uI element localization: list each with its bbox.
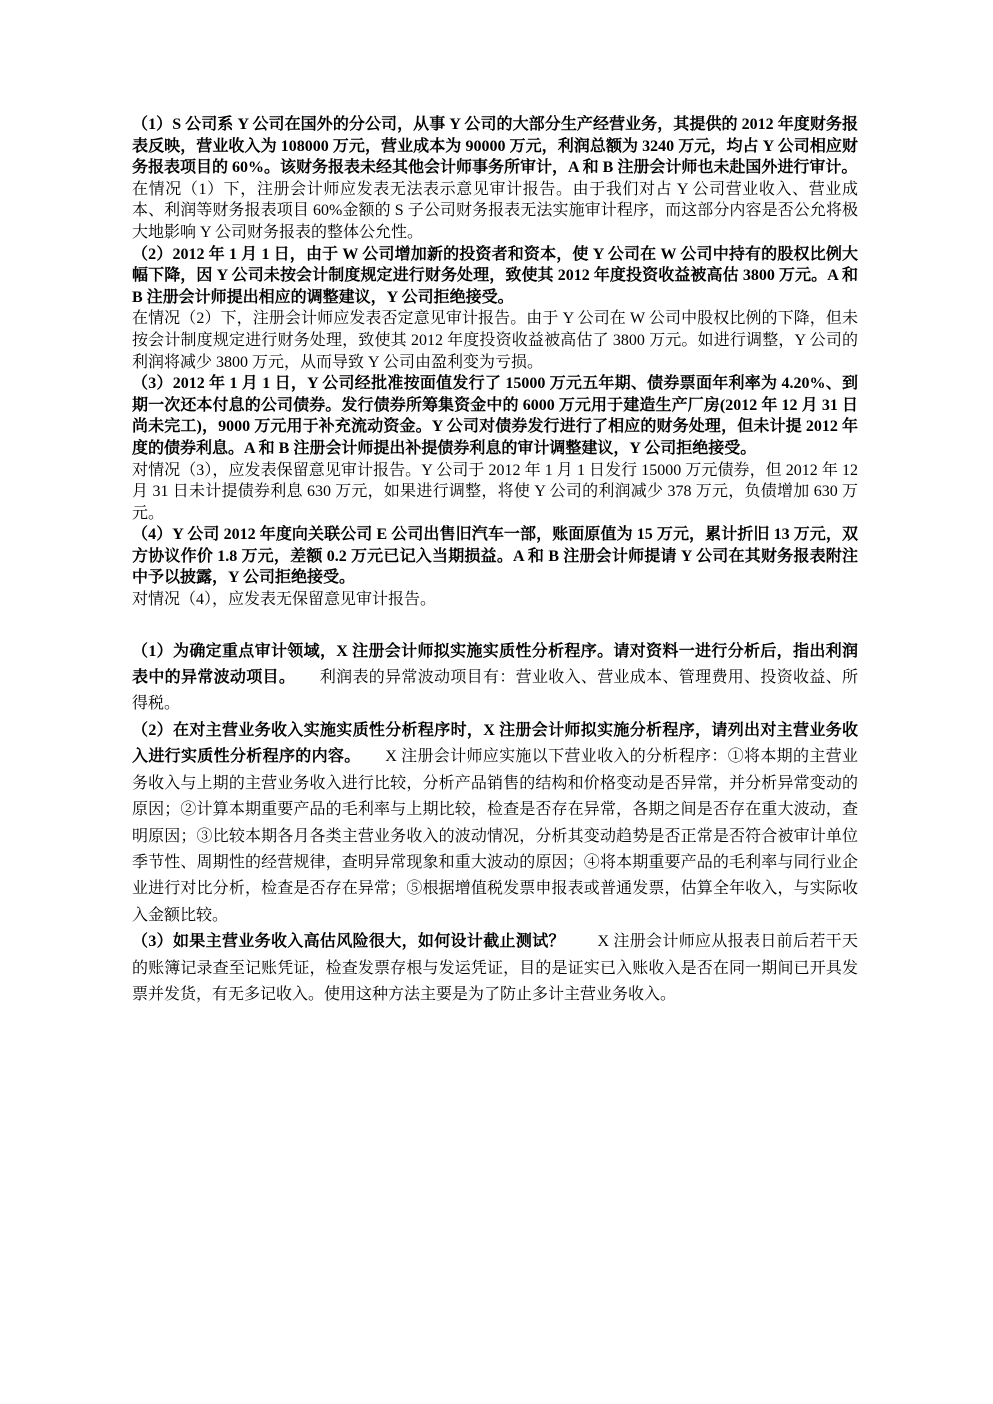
scenario-1-answer-paragraph: 在情况（1）下，注册会计师应发表无法表示意见审计报告。由于我们对占 Y 公司营业收入、营业成本、利润等财务报表项目 60%金额的 S 子公司财务报表无法实施审计程序，而这部分内容是否公允将极大地影响 Y 公司财务报表的整体公允性。: [132, 180, 858, 241]
question-answer-2-paragraph: [132, 718, 858, 929]
question-answer-3-paragraph: [132, 929, 858, 1008]
scenario-4-paragraph: （4）Y 公司 2012 年度向关联公司 E 公司出售旧汽车一部，账面原值为 15 万元，累计折旧 13 万元，双方协议作价 1.8 万元，差额 0.2 万元已记入当期损益。A 和 B 注册会计师提请 Y 公司在其财务报表附注中予以披露，Y 公司拒绝接受。: [132, 526, 858, 587]
question-1-text: （1）为确定重点审计领域，X 注册会计师拟实施实质性分析程序。请对资料一进行分析后，指出利润表中的异常波动项目。: [132, 642, 858, 687]
answer-3-text: X 注册会计师应从报表日前后若干天的账簿记录查至记账凭证，检查发票存根与发运凭证，目的是证实已入账收入是否在同一期间已开具发票并发货，有无多记收入。使用这种方法主要是为了防止多计主营业务收入。: [132, 933, 858, 1003]
section-divider-space: [132, 611, 858, 639]
scenario-4-answer-paragraph: 对情况（4），应发表无保留意见审计报告。: [132, 591, 437, 609]
scenario-3-answer-paragraph: 对情况（3），应发表保留意见审计报告。Y 公司于 2012 年 1 月 1 日发行 15000 万元债券，但 2012 年 12 月 31 日未计提债券利息 630 万元，如果进行调整，将使 Y 公司的利润减少 378 万元，负债增加 630 万元。: [132, 461, 858, 522]
scenario-2-answer-paragraph: 在情况（2）下，注册会计师应发表否定意见审计报告。由于 Y 公司在 W 公司中股权比例的下降，但未按会计制度规定进行财务处理，致使其 2012 年度投资收益被高估了 3800 万元。如进行调整，Y 公司的利润将减少 3800 万元，从而导致 Y 公司由盈利变为亏损。: [132, 310, 858, 371]
question-2-text: （2）在对主营业务收入实施实质性分析程序时，X 注册会计师拟实施分析程序，请列出对主营业务收入进行实质性分析程序的内容。: [132, 721, 858, 766]
scenario-3-paragraph: （3）2012 年 1 月 1 日，Y 公司经批准按面值发行了 15000 万元五年期、债券票面年利率为 4.20%、到期一次还本付息的公司债券。发行债券所筹集资金中的 6000 万元用于建造生产厂房(2012 年 12 月 31 日尚未完工)，9000 万元用于补充流动资金。Y 公司对债券发行进行了相应的财务处理，但未计提 2012 年度的债券利息。A 和 B 注册会计师提出补提债券利息的审计调整建议，Y 公司拒绝接受。: [132, 375, 858, 457]
scenario-1-paragraph: （1）S 公司系 Y 公司在国外的分公司，从事 Y 公司的大部分生产经营业务，其提供的 2012 年度财务报表反映，营业收入为 108000 万元，营业成本为 90000 万元，利润总额为 3240 万元，均占 Y 公司相应财务报表项目的 60%。该财务报表未经其他会计师事务所审计，A 和 B 注册会计师也未赴国外进行审计。: [132, 116, 858, 177]
question-3-text: （3）如果主营业务收入高估风险很大，如何设计截止测试？: [132, 933, 565, 951]
questions-section: [132, 639, 858, 1009]
material-analysis-section: [132, 114, 858, 611]
answer-2-text: X 注册会计师应实施以下营业收入的分析程序：①将本期的主营业务收入与上期的主营业务收入进行比较，分析产品销售的结构和价格变动是否异常，并分析异常变动的原因；②计算本期重要产品的毛利率与上期比较，检查是否存在异常，各期之间是否存在重大波动，查明原因；③比较本期各月各类主营业务收入的波动情况，分析其变动趋势是否正常是否符合被审计单位季节性、周期性的经营规律，查明异常现象和重大波动的原因；④将本期重要产品的毛利率与同行业企业进行对比分析，检查是否存在异常；⑤根据增值税发票申报表或普通发票，估算全年收入，与实际收入金额比较。: [132, 748, 858, 924]
scenario-2-paragraph: （2）2012 年 1 月 1 日，由于 W 公司增加新的投资者和资本，使 Y 公司在 W 公司中持有的股权比例大幅下降，因 Y 公司未按会计制度规定进行财务处理，致使其 2012 年度投资收益被高估 3800 万元。A 和 B 注册会计师提出相应的调整建议，Y 公司拒绝接受。: [132, 245, 858, 306]
question-answer-1-paragraph: [132, 639, 858, 718]
answer-1-text: 利润表的异常波动项目有：营业收入、营业成本、管理费用、投资收益、所得税。: [132, 669, 858, 713]
